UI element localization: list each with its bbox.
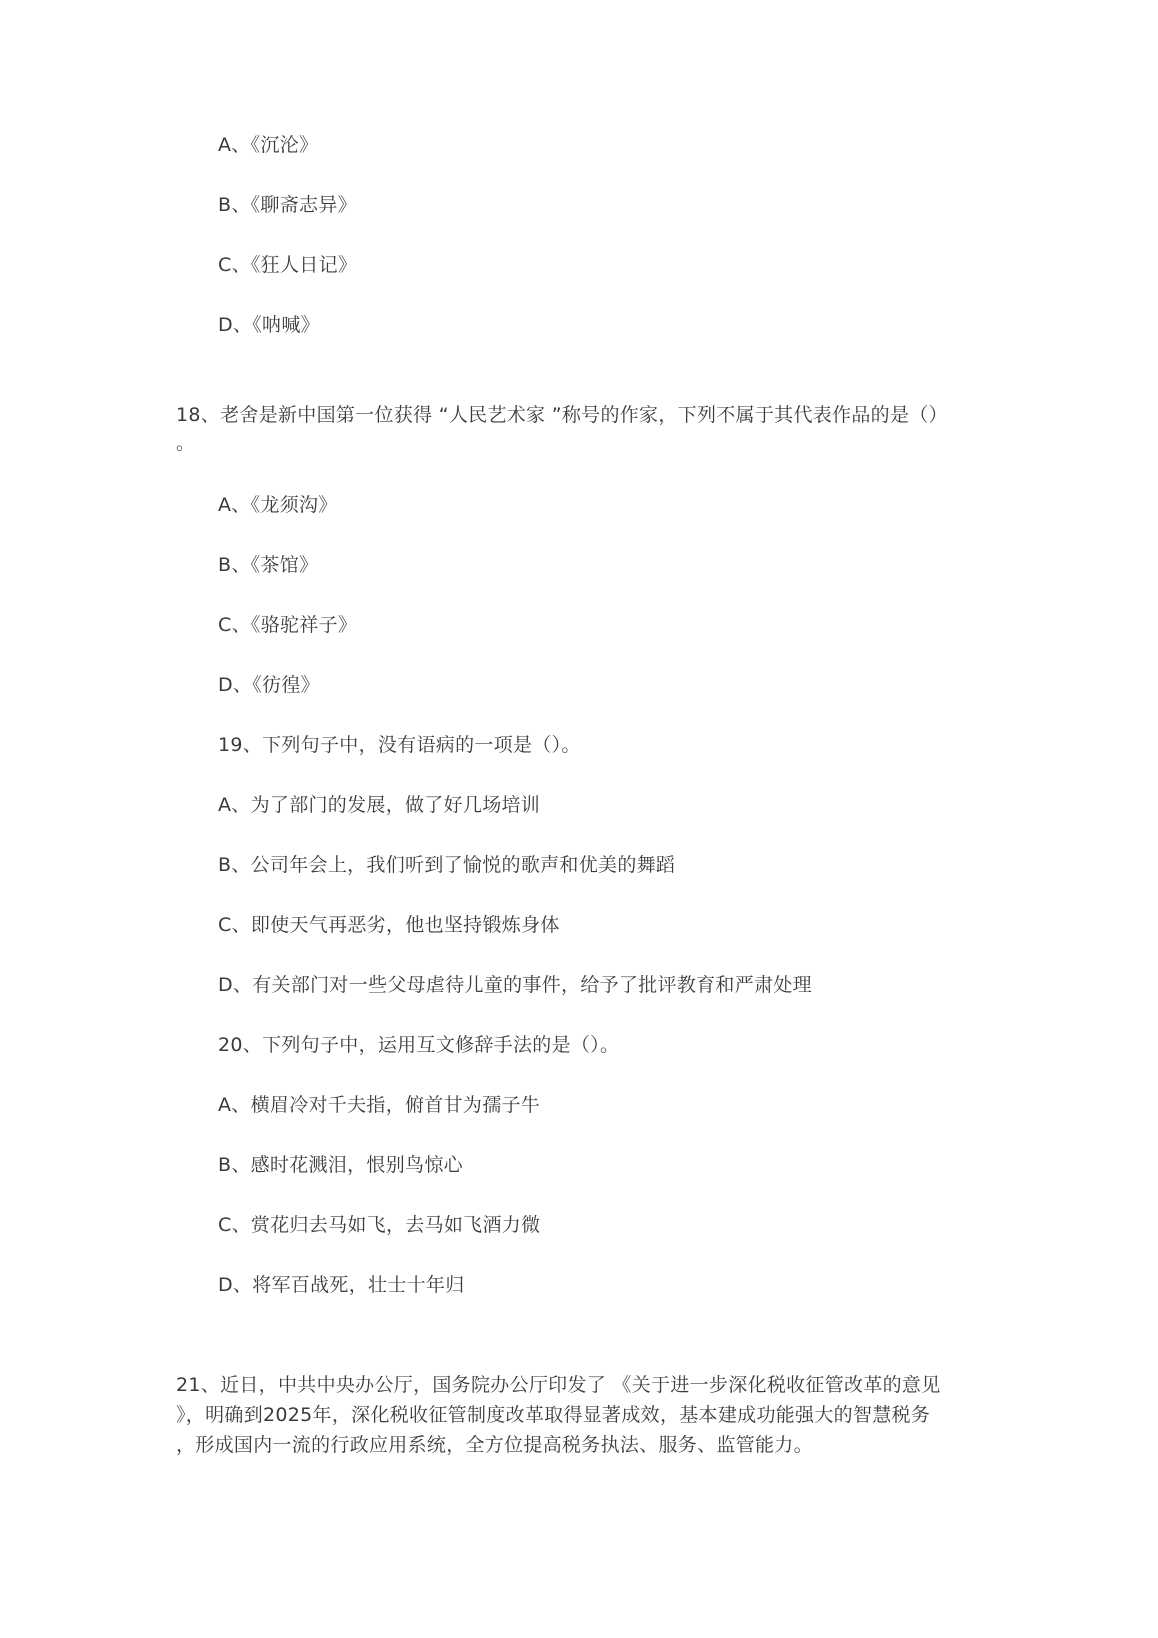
- q18-stem: 18、老舍是新中国第一位获得 “人民艺术家 ”称号的作家，下列不属于其代表作品的是（）: [176, 404, 948, 426]
- q18-option-b: B、《茶馆》: [218, 554, 319, 576]
- q19-stem: 19、下列句子中，没有语病的一项是（）。: [218, 734, 581, 756]
- q18-option-c: C、《骆驼祥子》: [218, 614, 358, 636]
- q18-option-a: A、《龙须沟》: [218, 494, 338, 516]
- q17-option-d: D、《呐喊》: [218, 314, 320, 336]
- q21-paragraph-line-2: 》，明确到2025年，深化税收征管制度改革取得显著成效，基本建成功能强大的智慧税务: [176, 1404, 931, 1426]
- q17-option-c: C、《狂人日记》: [218, 254, 358, 276]
- q18-stem-continued: 。: [176, 432, 196, 454]
- q21-paragraph-line-3: ，形成国内一流的行政应用系统，全方位提高税务执法、服务、监管能力。: [176, 1434, 813, 1456]
- q20-option-d: D、将军百战死，壮士十年归: [218, 1274, 465, 1296]
- q17-option-b: B、《聊斋志异》: [218, 194, 357, 216]
- q20-option-a: A、横眉冷对千夫指，俯首甘为孺子牛: [218, 1094, 541, 1116]
- q19-option-a: A、为了部门的发展，做了好几场培训: [218, 794, 541, 816]
- q20-stem: 20、下列句子中，运用互文修辞手法的是（）。: [218, 1034, 620, 1056]
- q19-option-b: B、公司年会上，我们听到了愉悦的歌声和优美的舞蹈: [218, 854, 676, 876]
- q20-option-c: C、赏花归去马如飞，去马如飞酒力微: [218, 1214, 541, 1236]
- q17-option-a: A、《沉沦》: [218, 134, 319, 156]
- q18-option-d: D、《彷徨》: [218, 674, 320, 696]
- q19-option-c: C、即使天气再恶劣，他也坚持锻炼身体: [218, 914, 560, 936]
- q20-option-b: B、感时花溅泪，恨别鸟惊心: [218, 1154, 463, 1176]
- q19-option-d: D、有关部门对一些父母虐待儿童的事件，给予了批评教育和严肃处理: [218, 974, 812, 996]
- q21-paragraph-line-1: 21、近日，中共中央办公厅，国务院办公厅印发了 《关于进一步深化税收征管改革的意见: [176, 1374, 941, 1396]
